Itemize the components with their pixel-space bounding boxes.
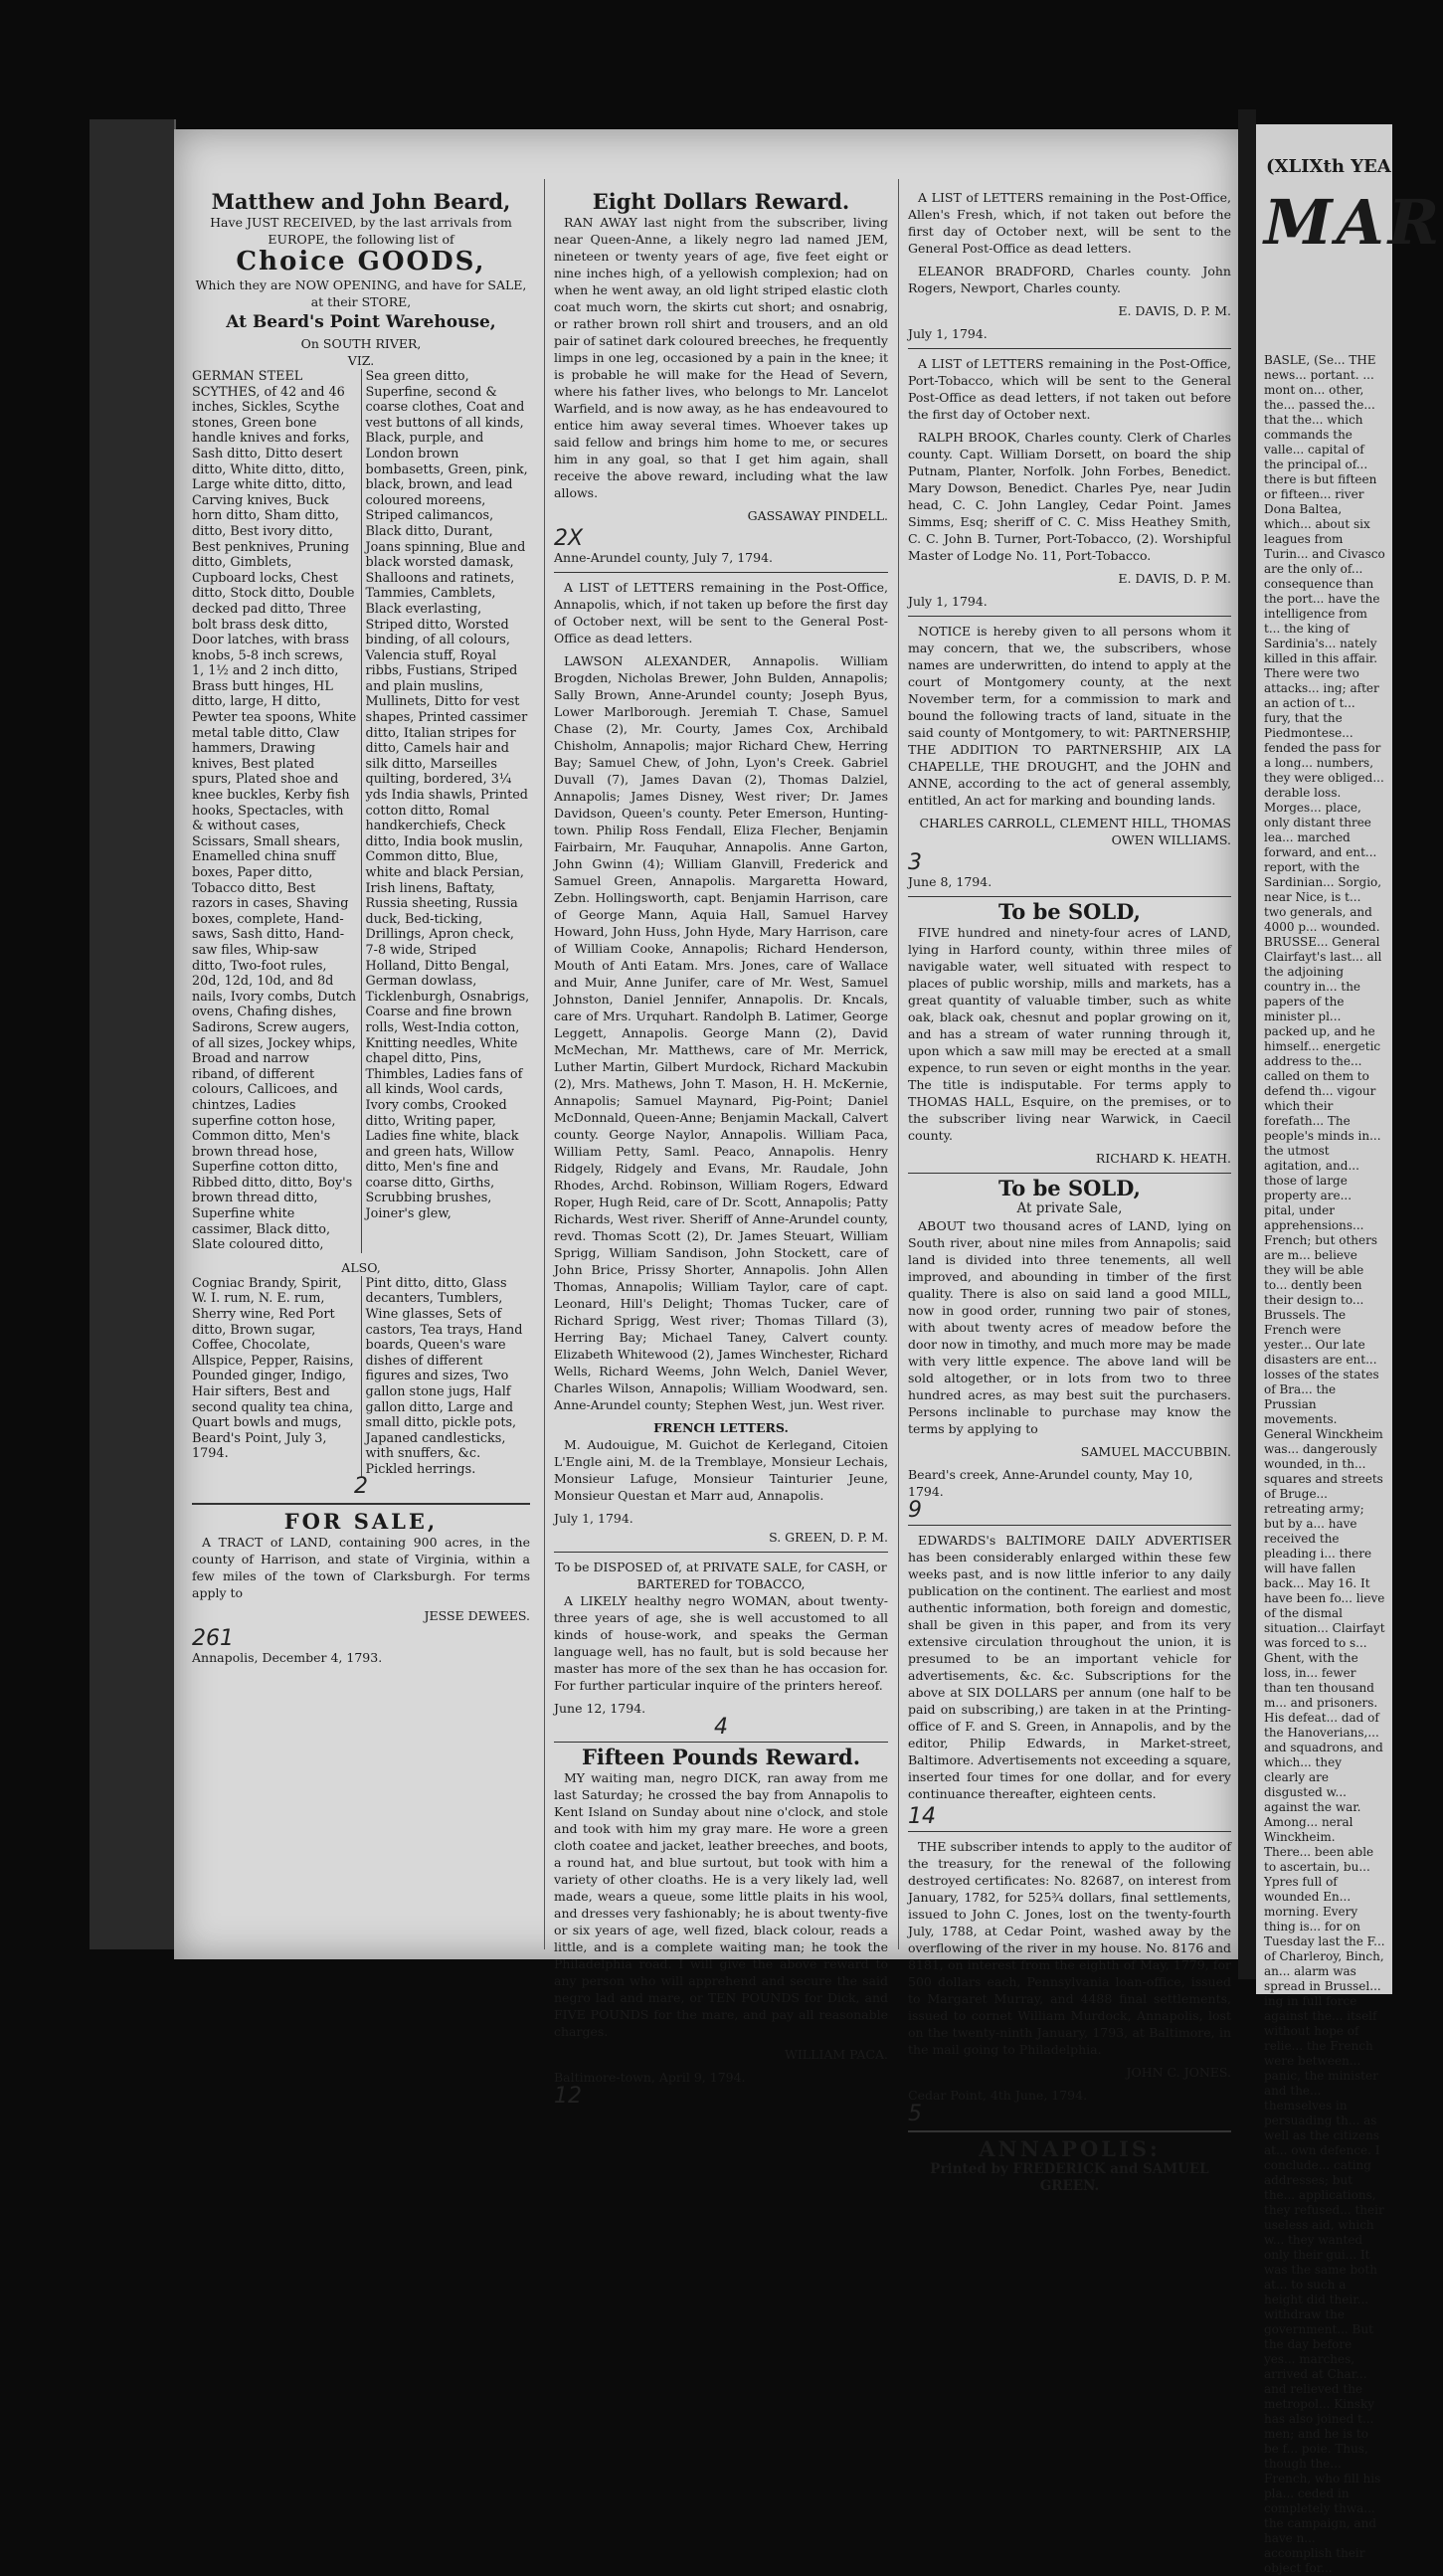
ad-heading: Choice GOODS, — [236, 247, 486, 276]
edwards-text: EDWARDS's BALTIMORE DAILY ADVERTISER has been considerably enlarged within these few weeks past, and is now little inferior to any daily publication on the continent. The earliest and most authentic information, both foreign and domestic, shall be given in this paper, and from its very extensive circulation throughout the union, it is presumed to be an important vehicle for advertisements, &c. &c. Subscriptions for the above at SIX DOLLARS per annum (one half to be paid on subscribing,) are taken in at the Printing-office of F. and S. Green, in Annapolis, and by the editor, Philip Edwards, in Market-street, Baltimore. Advertisements not exceeding a square, inserted four times for one dollar, and for every continuance thereafter, eighteen cents. — [908, 1533, 1231, 1801]
ad-store: At Beard's Point Warehouse, — [226, 312, 496, 332]
fifteen-date: Baltimore-town, April 9, 1794. — [554, 2070, 746, 2085]
notice-signatures: CHARLES CARROLL, CLEMENT HILL, THOMAS OWEN WILLIAMS. — [919, 816, 1231, 847]
fifteen-title: Fifteen Pounds Reward. — [581, 1745, 861, 1769]
french-text: M. Audouigue, M. Guichot de Kerlegand, Citoien L'Engle aini, M. de la Tremblaye, Monsieur Lechais, Monsieur Lafuge, Monsieur Tainturier Jeune, Monsieur Questan et Marr aud, Annapolis. — [554, 1437, 888, 1503]
ad-viz: VIZ. — [347, 353, 375, 368]
letters-title: A LIST of LETTERS remaining in the Post-Office, Annapolis, which, if not taken up before the first day of October next, will be sent to the General Post-Office as dead letters. — [554, 580, 888, 645]
handwritten-number: 2 — [354, 1473, 368, 1499]
column-rule — [898, 179, 899, 1949]
handwritten-number: 5 — [908, 2102, 922, 2126]
ad-river: On SOUTH RIVER, — [300, 336, 422, 351]
private-sale-text: A LIKELY healthy negro WOMAN, about twenty-three years of age, she is well accustomed to all kinds of house-work, and speaks the German language well, has no fault, but is sold because her master has more of the sex than he has occasion for. For further particular inquire of the printers hereof. — [554, 1593, 888, 1693]
handwritten-number: 3 — [908, 850, 922, 875]
issue-number: (XLIXth YEA — [1266, 156, 1391, 177]
private-sale-title: To be DISPOSED of, at PRIVATE SALE, for CASH, or BARTERED for TOBACCO, — [555, 1560, 887, 1591]
column-3 — [908, 189, 1231, 2195]
divider — [908, 2130, 1231, 2132]
divider — [908, 1173, 1231, 1174]
sold2-subtitle: At private Sale, — [1016, 1200, 1123, 1216]
handwritten-number: 12 — [554, 2084, 582, 2109]
divider — [554, 572, 888, 573]
divider — [908, 896, 1231, 897]
letters2-date: July 1, 1794. — [908, 594, 988, 609]
divider — [908, 348, 1231, 349]
divider — [908, 1525, 1231, 1526]
private-sale-date: June 12, 1794. — [554, 1701, 646, 1716]
newspaper-page — [174, 129, 1238, 2194]
letters-text: LAWSON ALEXANDER, Annapolis. William Brogden, Nicholas Brewer, John Bulden, Annapolis; Sally Brown, Anne-Arundel county; Joseph Byus, Lower Marlborough. Jeremiah T. Chase, Samuel Chase (2), Mr. Courty, James Cox, Archibald Chisholm, Annapolis; major Richard Chew, Herring Bay; Samuel Chew, of John, Lyon's Creek. Gabriel Duvall (7), James Davan (2), Thomas Dalziel, Annapolis; James Disney, West river; Dr. James Davidson, Queen's county. Peter Emerson, Hunting-town. Philip Ross Fendall, Eliza Flecher, Benjamin Fairbairn, Mr. Fauquhar, Annapolis. Anne Garton, John Gwinn (4); William Glanvill, Frederick and Samuel Green, Annapolis. Margaretta Howard, Zebn. Hollingsworth, capt. Benjamin Harrison, care of George Mann, Aquia Hall, Samuel Harvey Howard, John Huss, John Hyde, Mary Harrison, care of William Cooke, Annapolis; Richard Henderson, Mouth of Anti Eatam. Mrs. Jones, care of Wallace and Muir, Anne Junifer, care of Mr. West, Samuel Johnston, Daniel Jennifer, Annapolis. Dr. Kncals, care of Mrs. Urquhart. Randolph B. Latimer, George Leggett, Annapolis. George Mann (2), David McMechan, Mr. Matthews, care of Mr. Merrick, Luther Martin, Gilbert Murdock, Richard Mackubin (2), Mrs. Mathews, John T. Mason, H. H. McKernie, Annapolis; Samuel Maynard, Pig-Point; Daniel McDonnald, Queen-Anne; Benjamin Mackall, Calvert county. George Naylor, Annapolis. William Paca, William Petty, Saml. Peaco, Annapolis. Henry Ridgely, Ridgely and Evans, Mr. Raudale, John Rhodes, Archd. Robinson, William Rogers, Edward Roper, Hugh Reid, care of Dr. Scott, Annapolis; Patty Richards, West river. Sheriff of Anne-Arundel county, revd. Thomas Scott (2), Dr. James Steuart, William Sprigg, William Sandison, John Stockett, care of John Brice, Prissy Shorter, Annapolis. John Allen Thomas, Annapolis; William Taylor, care of capt. Leonard, Hill's Delight; Thomas Tucker, care of Richard Sprigg, West river; Thomas Tillard (3), Herring Bay; Michael Taney, Calvert county. Elizabeth Whitewood (2), James Winchester, Richard Wells, Richard Weems, John Welch, Daniel Wever, Charles Wilson, Annapolis; William Woodward, sen. Anne-Arundel county; Stephen West, jun. West river. — [554, 653, 888, 1412]
reward-signature: GASSAWAY PINDELL. — [747, 508, 888, 523]
french-title: FRENCH LETTERS. — [653, 1420, 789, 1435]
column-2 — [554, 189, 888, 2109]
goods-left-items: GERMAN STEEL SCYTHES, of 42 and 46 inches, Sickles, Scythe stones, Green bone handle knives and forks, Sash ditto, Ditto desert ditto, White ditto, ditto, Large white ditto, ditto, Carving knives, Buck horn ditto, Sham ditto, ditto, Best ivory ditto, Best penknives, Pruning ditto, Gimblets, Cupboard locks, Chest ditto, Stock ditto, Double decked pad ditto, Three bolt brass desk ditto, Door latches, with brass knobs, 5-8 inch screws, 1, 1½ and 2 inch ditto, Brass butt hinges, HL ditto, large, H ditto, Pewter tea spoons, White metal table ditto, Claw hammers, Drawing knives, Best plated spurs, Plated shoe and knee buckles, Kerby fish hooks, Spectacles, with & without cases, Scissars, Small shears, Enamelled china snuff boxes, Paper ditto, Tobacco ditto, Best razors in cases, Shaving boxes, complete, Hand-saws, Sash ditto, Hand-saw files, Whip-saw ditto, Two-foot rules, 20d, 12d, 10d, and 8d nails, Ivory combs, Dutch ovens, Chafing dishes, Sadirons, Screw augers, of all sizes, Jockey whips, Broad and narrow riband, of different colours, Callicoes, and chintzes, Ladies superfine cotton hose, Common ditto, Men's brown thread hose, Superfine cotton ditto, Ribbed ditto, ditto, Boy's brown thread ditto, Superfine white cassimer, Black ditto, Slate coloured ditto, — [192, 369, 357, 1253]
column-rule — [544, 179, 545, 1949]
letters2-text: RALPH BROOK, Charles county. Clerk of Charles county. Capt. William Dorsett, on board the ship Putnam, Planter, Norfolk. John Forbes, Benedict. Mary Dowson, Benedict. Charles Pye, near Judin head, C. C. John Langley, Cedar Point. James Simms, Esq; sheriff of C. C. Miss Heathey Smith, C. C. John B. Turner, Port-Tobacco, (2). Worshipful Master of Lodge No. 11, Port-Tobacco. — [908, 430, 1231, 563]
divider — [908, 616, 1231, 617]
also-list — [192, 1276, 530, 1478]
letters1-signature: E. DAVIS, D. P. M. — [1118, 303, 1231, 318]
imprint-printer: Printed by FREDERICK and SAMUEL GREEN. — [930, 2161, 1209, 2194]
sold1-title: To be SOLD, — [998, 899, 1141, 924]
also-left-items: Cogniac Brandy, Spirit, W. I. rum, N. E. rum, Sherry wine, Red Port ditto, Brown sugar, Coffee, Chocolate, Allspice, Pepper, Raisins, Pounded ginger, Indigo, Hair sifters, Best and second quality tea china, Quart bowls and mugs, Beard's Point, July 3, 1794. — [192, 1275, 354, 1462]
treasury-text: THE subscriber intends to apply to the auditor of the treasury, for the renewal of the following destroyed certificates: No. 82687, on interest from January, 1782, for 525¾ dollars, final settlements, issued to John C. Jones, lost on the twenty-fourth July, 1788, at Cedar Point, washed away by the overflowing of the river in my house. No. 8176 and 8181, on interest from the eighth of May, 1779, for 500 dollars each, Pennsylvania loan-office, issued to Margaret Murray, and 4488 final settlements, issued to cornet William Murdock, Annapolis, lost on the twenty-ninth January, 1793, at Baltimore, in the mail going to Philadelphia. — [908, 1839, 1231, 2057]
page-gutter — [1238, 109, 1256, 1979]
adjacent-page-text: BASLE, (Se... THE news... portant. ... mont on... other, the... passed the... that the... which commands the valle... capital of the principal of... there is but fifteen or fifteen... river Dona Baltea, which... about six leagues from Turin... and Civasco are the only of... consequence than the port... have the intelligence from t... the king of Sardinia's... nately killed in this affair. There were two attacks... ing; after an action of t... fury, that the Piedmontese... fended the pass for a long... numbers, they were obliged... derable loss. Morges... place, only distant three lea... marched forward, and ent... report, with the Sardinian... Sorgio, near Nice, is t... two generals, and 4000 p... wounded. BRUSSE... General Clairfayt's last... all the adjoining country in... the papers of the minister pl... packed up, and he himself... energetic address to the... called on them to defend th... vigour which their forefath... The people's minds in... the utmost agitation, and... those of large property are... pital, under apprehensions... French; but others are m... believe they will be able to... dently been their design to... Brussels. The French were yester... Our late disasters are ent... losses of the states of Bra... the Prussian movements. General Winckheim was... dangerously wounded, in th... squares and streets of Bruge... retreating army; but by a... have received the pleading i... there will have fallen back... May 16. It have been fo... lieve of the dismal situation... Clairfayt was forced to s... Ghent, with the loss, in... fewer than ten thousand m... and prisoners. His defeat... dad of the Hanoverians,... and squadrons, and which... they clearly are disgusted w... against the war. Among... neral Winckheim. There... been able to ascertain, bu... Ypres full of wounded En... morning. Every thing is... for on Tuesday last the F... of Charleroy, Binch, an... alarm was spread in Brussel... ing in full force against the... itself without hope of relie... the French were between... panic, the minister and the... themselves in persuading th... as well as the citizens at... own defence. I conclude... cating addresses; but the... applications, they refused... their useless aid, which w... they wanted only their gui... It was the same both at... to such a height did their... withdraw the government... But the day before yes... marches, arrived at Char... and relieved the metropol... Kinsky has also joined t... men; and he is to be f... poie. Thus, though the... French, who fill his pla... ceded in completely thwa... the campaign, and have n... accomplish their object for... — [1264, 353, 1385, 2575]
fifteen-text: MY waiting man, negro DICK, ran away from me last Saturday; he crossed the bay from Annapolis to Kent Island on Sunday about nine o'clock, and stole and took with him my gray mare. He wore a green cloth coatee and jacket, leather breeches, and boots, a round hat, and blue surtout, but took with him a variety of other cloaths. He is a very likely lad, well made, wears a queue, some little plaits in his wool, and dresses very fashionably; he is about twenty-five or six years of age, well fized, black colour, reads a little, and is a complete waiting man; he took the Philadelphia road. I will give the above reward to any person who will apprehend and secure the said negro lad and mare, or TEN POUNDS for Dick, and FIVE POUNDS for the mare, and pay all reasonable charges. — [554, 1770, 888, 2039]
letters1-title: A LIST of LETTERS remaining in the Post-Office, Allen's Fresh, which, if not taken out before the first day of October next, will be sent to the General Post-Office as dead letters. — [908, 190, 1231, 256]
sale-text: A TRACT of LAND, containing 900 acres, in the county of Harrison, and state of Virginia, within a few miles of the town of Clarksburgh. For terms apply to — [192, 1534, 530, 1600]
ad-subtitle: Which they are NOW OPENING, and have for SALE, at their STORE, — [195, 277, 527, 309]
divider — [554, 1552, 888, 1553]
sold1-signature: RICHARD K. HEATH. — [1095, 1151, 1231, 1166]
divider — [192, 1503, 530, 1505]
handwritten-number: 2X — [554, 526, 584, 551]
sale-date: Annapolis, December 4, 1793. — [192, 1649, 383, 1665]
imprint-city: ANNAPOLIS: — [979, 2136, 1161, 2161]
ad-intro: Have JUST RECEIVED, by the last arrivals from EUROPE, the following list of — [210, 215, 512, 247]
sold1-text: FIVE hundred and ninety-four acres of LAND, lying in Harford county, within three miles of navigable water, well situated with respect to places of public worship, mills and markets, has a great quantity of valuable timber, such as white oak, black oak, chesnut and poplar growing on it, and has a stream of water running through it, upon which a saw mill may be erected at a small expence, to run seven or eight months in the year. The title is indisputable. For terms apply to THOMAS HALL, Esquire, on the premises, or to the subscriber living near Warwick, in Caecil county. — [908, 925, 1231, 1143]
notice-date: June 8, 1794. — [908, 874, 992, 889]
ad-title: Matthew and John Beard, — [211, 189, 511, 214]
treasury-date: Cedar Point, 4th June, 1794. — [908, 2088, 1088, 2103]
also-right-items: Pint ditto, ditto, Glass decanters, Tumblers, Wine glasses, Sets of castors, Tea trays, Hand boards, Queen's ware dishes of different figures and sizes, Two gallon stone jugs, Half gallon ditto, Large and small ditto, pickle pots, Japaned candlesticks, with snuffers, &c. Pickled herrings. — [365, 1275, 523, 1477]
letters2-title: A LIST of LETTERS remaining in the Post-Office, Port-Tobacco, which will be sent to the General Post-Office as dead letters, if not taken out before the first day of October next. — [908, 356, 1231, 422]
handwritten-number: 261 — [192, 1625, 234, 1651]
adjacent-page — [1256, 124, 1443, 2575]
sale-title: FOR SALE, — [283, 1508, 439, 1534]
also-heading: ALSO, — [341, 1259, 381, 1275]
notice-text: NOTICE is hereby given to all persons whom it may concern, that we, the subscribers, whose names are underwritten, do intend to apply at the court of Montgomery county, at the next November term, for a commission to mark and bound the following tracts of land, situate in the said county of Montgomery, to wit: PARTNERSHIP, THE ADDITION TO PARTNERSHIP, AIX LA CHAPELLE, THE DROUGHT, and the JOHN and ANNE, according to the act of general assembly, entitled, An act for marking and bounding lands. — [908, 624, 1231, 808]
sold2-title: To be SOLD, — [998, 1176, 1141, 1200]
reward-text: RAN AWAY last night from the subscriber, living near Queen-Anne, a likely negro lad named JEM, nineteen or twenty years of age, five feet eight or nine inches high, of a yellowish complexion; had on when he went away, an old light striped elastic cloth coat much worn, the skirts cut short; and osnabrig, or rather brown roll shirt and trousers, and an old pair of satinet dark coloured breeches, he frequently limps in one leg, occasioned by a pain in the knee; it is probable he will make for the Head of Severn, where his father lives, who belongs to Mr. Lancelot Warfield, and is now away, as he has endeavoured to entice him away several times. Whoever takes up said fellow and brings him home to me, or secures him in any goal, so that I get him again, shall receive the above reward, including what the law allows. — [554, 215, 888, 500]
goods-list — [192, 369, 530, 1253]
handwritten-number: 14 — [908, 1804, 936, 1829]
french-date: July 1, 1794. — [554, 1511, 633, 1526]
treasury-signature: JOHN C. JONES. — [1126, 2065, 1231, 2080]
fifteen-signature: WILLIAM PACA. — [785, 2047, 888, 2062]
sold2-date: Beard's creek, Anne-Arundel county, May 10, 1794. — [908, 1467, 1193, 1499]
sold2-text: ABOUT two thousand acres of LAND, lying on South river, about nine miles from Annapolis; said land is divided into three tenements, all well improved, and abounding in timber of the first quality. There is also on said land a good MILL, now in good order, running two pair of stones, with about twenty acres of meadow before the door now in timothy, and much more may be made with very little expence. The above land will be sold altogether, or in lots from two to three hundred acres, as may best suit the purchasers. Persons inclinable to purchase may know the terms by applying to — [908, 1218, 1231, 1436]
book-spine — [90, 119, 176, 1949]
sold2-signature: SAMUEL MACCUBBIN. — [1080, 1444, 1231, 1459]
handwritten-number: 9 — [908, 1498, 922, 1523]
goods-right-items: Sea green ditto, Superfine, second & coarse clothes, Coat and vest buttons of all kinds, Black, purple, and London brown bombasetts, Green, pink, black, brown, and lead coloured moreens, Striped calimancos, Black ditto, Durant, Joans spinning, Blue and black worsted damask, Shalloons and ratinets, Tammies, Camblets, Black everlasting, Striped ditto, Worsted binding, of all colours, Valencia stuff, Royal ribbs, Fustians, Striped and plain muslins, Mullinets, Ditto for vest shapes, Printed cassimer ditto, Italian stripes for ditto, Camels hair and silk ditto, Marseilles quilting, bordered, 3¼ yds India shawls, Printed cotton ditto, Romal handkerchiefs, Check ditto, India book muslin, Common ditto, Blue, white and black Persian, Irish linens, Baftaty, Russia sheeting, Russia duck, Bed-ticking, Drillings, Apron check, 7-8 wide, Striped Holland, Ditto Bengal, German dowlass, Ticklenburgh, Osnabrigs, Coarse and fine brown rolls, West-India cotton, Knitting needles, White chapel ditto, Pins, Thimbles, Ladies fans of all kinds, Wool cards, Ivory combs, Crooked ditto, Writing paper, Ladies fine white, black and green hats, Willow ditto, Men's fine and coarse ditto, Girths, Scrubbing brushes, Joiner's glew, — [365, 369, 530, 1222]
french-signature: S. GREEN, D. P. M. — [769, 1530, 888, 1545]
masthead: MAR — [1264, 186, 1443, 259]
divider — [908, 1831, 1231, 1832]
reward-title: Eight Dollars Reward. — [592, 189, 850, 214]
letters2-signature: E. DAVIS, D. P. M. — [1118, 571, 1231, 586]
handwritten-number: 4 — [714, 1715, 728, 1740]
column-1 — [192, 189, 530, 1668]
letters1-text: ELEANOR BRADFORD, Charles county. John Rogers, Newport, Charles county. — [908, 264, 1231, 295]
letters1-date: July 1, 1794. — [908, 326, 988, 341]
sale-signature: JESSE DEWEES. — [424, 1607, 530, 1623]
divider — [554, 1742, 888, 1743]
reward-date: Anne-Arundel county, July 7, 1794. — [554, 550, 774, 565]
